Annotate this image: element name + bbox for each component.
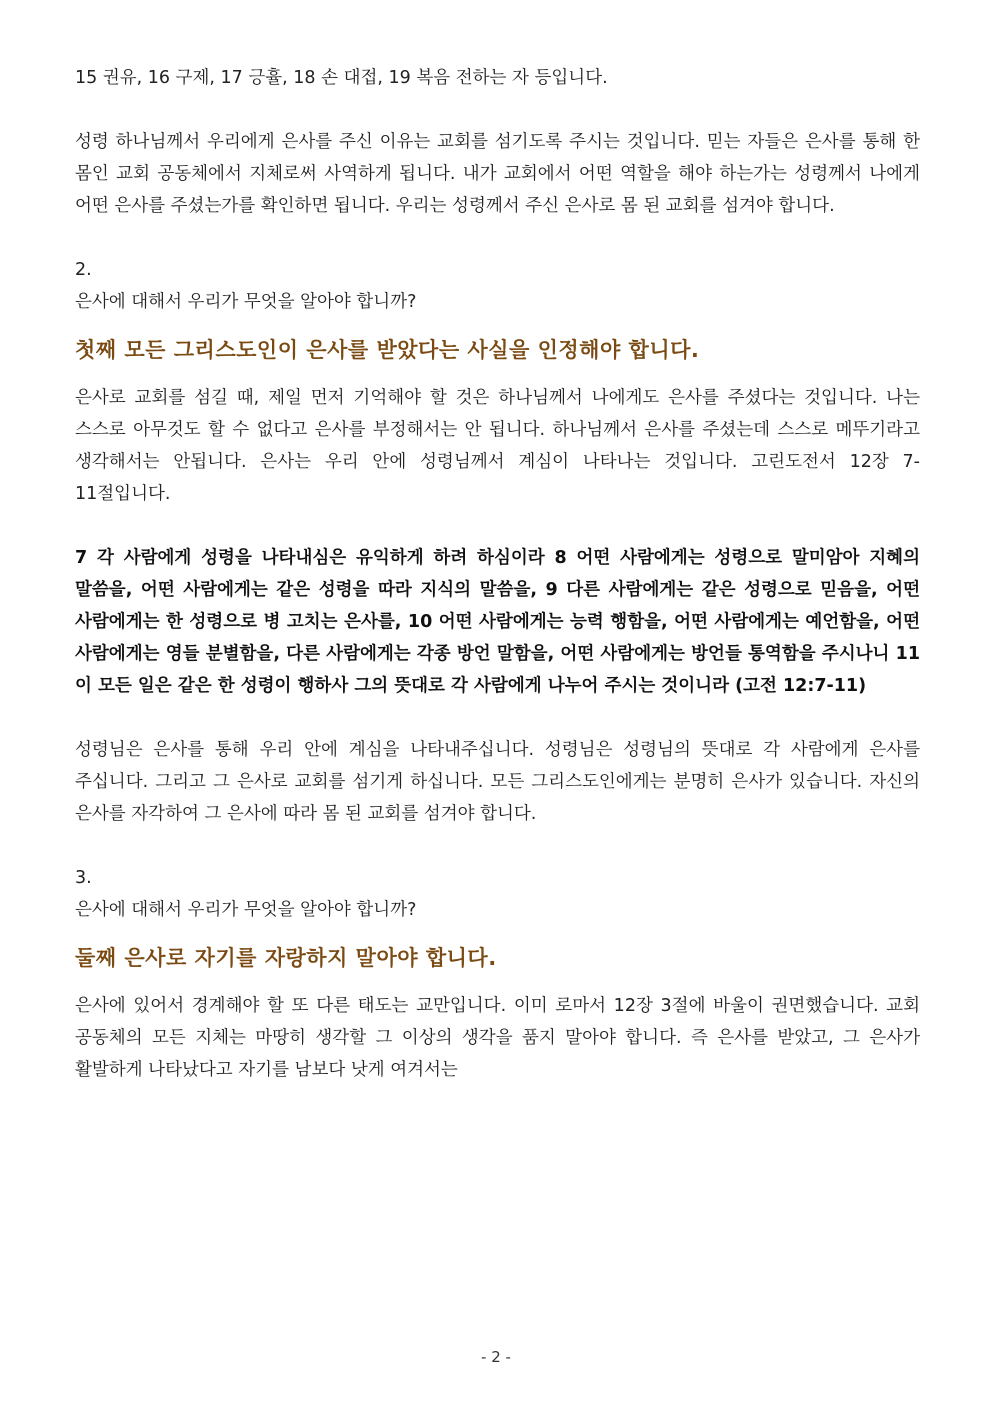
section-question-3: 은사에 대해서 우리가 무엇을 알아야 합니까? (75, 900, 417, 920)
paragraph-gift-list: 15 권유, 16 구제, 17 긍휼, 18 손 대접, 19 복음 전하는 자 등입니다. (75, 68, 608, 88)
paragraph-acknowledge-gift: 은사로 교회를 섬길 때, 제일 먼저 기억해야 할 것은 하나님께서 나에게도 은사를 주셨다는 것입니다. 나는 스스로 아무것도 할 수 없다고 은사를 부정해서는 안 됩니다. 하나님께서 은사를 주셨는데 스스로 메뚜기라고 생각해서는 안됩니다. 은사는 우리 안에 성령님께서 계심이 나타나는 것입니다. 고린도전서 12장 7-11절입니다. (75, 388, 920, 504)
paragraph-warning-pride: 은사에 있어서 경계해야 할 또 다른 태도는 교만입니다. 이미 로마서 12장 3절에 바울이 권면했습니다. 교회 공동체의 모든 지체는 마땅히 생각할 그 이상의 생각을 품지 말아야 합니다. 즉 은사를 받았고, 그 은사가 활발하게 나타났다고 자기를 남보다 낫게 여겨서는 (75, 996, 920, 1080)
section-number-3: 3. (75, 868, 92, 888)
paragraph-spirit-reveals: 성령님은 은사를 통해 우리 안에 계심을 나타내주십니다. 성령님은 성령님의 뜻대로 각 사람에게 은사를 주십니다. 그리고 그 은사로 교회를 섬기게 하십니다. 모든 그리스도인에게는 분명히 은사가 있습니다. 자신의 은사를 자각하여 그 은사에 따라 몸 된 교회를 섬겨야 합니다. (75, 740, 920, 824)
section-question-2: 은사에 대해서 우리가 무엇을 알아야 합니까? (75, 292, 417, 312)
page-number: - 2 - (481, 1348, 511, 1366)
scripture-quote: 7 각 사람에게 성령을 나타내심은 유익하게 하려 하심이라 8 어떤 사람에게는 성령으로 말미암아 지혜의 말씀을, 어떤 사람에게는 같은 성령을 따라 지식의 말씀을, 9 다른 사람에게는 같은 성령으로 믿음을, 어떤 사람에게는 한 성령으로 병 고치는 은사를, 10 어떤 사람에게는 능력 행함을, 어떤 사람에게는 예언함을, 어떤 사람에게는 영들 분별함을, 다른 사람에게는 각종 방언 말함을, 어떤 사람에게는 방언들 통역함을 주시나니 11 이 모든 일은 같은 한 성령이 행하사 그의 뜻대로 각 사람에게 나누어 주시는 것이니라 (고전 12:7-11) (75, 548, 920, 696)
section-heading-second: 둘째 은사로 자기를 자랑하지 말아야 합니다. (75, 946, 497, 970)
paragraph-gift-purpose: 성령 하나님께서 우리에게 은사를 주신 이유는 교회를 섬기도록 주시는 것입니다. 믿는 자들은 은사를 통해 한 몸인 교회 공동체에서 지체로써 사역하게 됩니다. 내가 교회에서 어떤 역할을 해야 하는가는 성령께서 나에게 어떤 은사를 주셨는가를 확인하면 됩니다. 우리는 성령께서 주신 은사로 몸 된 교회를 섬겨야 합니다. (75, 132, 920, 216)
section-number-2: 2. (75, 260, 92, 280)
document-body (75, 62, 920, 1086)
section-heading-first: 첫째 모든 그리스도인이 은사를 받았다는 사실을 인정해야 합니다. (75, 338, 700, 362)
